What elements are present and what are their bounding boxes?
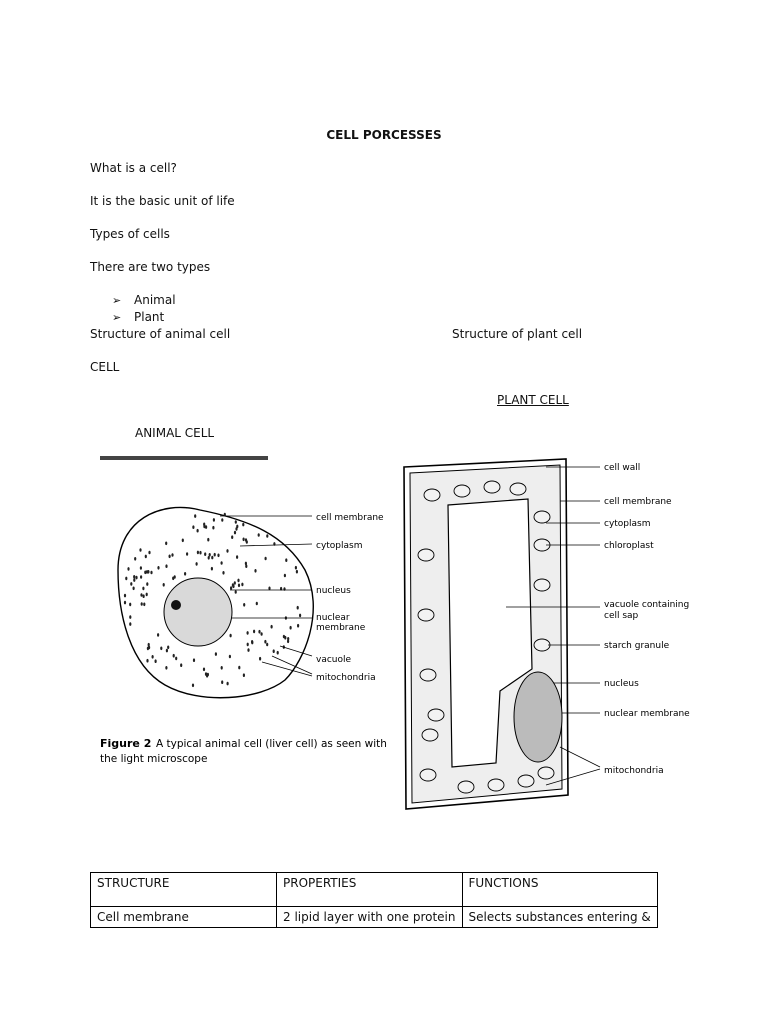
cytoplasm-dot bbox=[169, 555, 171, 559]
table-header-cell: FUNCTIONS bbox=[462, 873, 657, 907]
cytoplasm-dot bbox=[229, 655, 231, 659]
types-heading: Types of cells bbox=[90, 227, 170, 241]
cytoplasm-dot bbox=[163, 583, 165, 587]
cytoplasm-dot bbox=[214, 553, 216, 557]
cytoplasm-dot bbox=[221, 666, 223, 670]
table-row bbox=[91, 907, 658, 928]
cytoplasm-dot bbox=[207, 673, 209, 677]
chloroplast-shape bbox=[420, 769, 436, 781]
cytoplasm-dot bbox=[217, 554, 219, 558]
types-intro: There are two types bbox=[90, 260, 211, 274]
cytoplasm-dot bbox=[192, 525, 194, 529]
cytoplasm-dot bbox=[265, 557, 267, 561]
cytoplasm-dot bbox=[296, 570, 298, 574]
cytoplasm-dot bbox=[243, 538, 245, 542]
label-vacuole-containing: vacuole containing bbox=[604, 600, 690, 610]
list-item-animal: ➢ Animal bbox=[112, 293, 176, 307]
cytoplasm-dot bbox=[133, 587, 135, 591]
cytoplasm-dot bbox=[157, 566, 159, 570]
cytoplasm-dot bbox=[147, 570, 149, 574]
cytoplasm-dot bbox=[146, 582, 148, 586]
cytoplasm-dot bbox=[148, 551, 150, 555]
list-item-plant: ➢ Plant bbox=[112, 310, 165, 324]
cytoplasm-dot bbox=[221, 680, 223, 684]
cytoplasm-dot bbox=[196, 562, 198, 566]
figure-caption-line1: A typical animal cell (liver cell) as seen with bbox=[156, 738, 387, 750]
cytoplasm-dot bbox=[230, 634, 232, 638]
cytoplasm-dot bbox=[171, 553, 173, 557]
label-cytoplasm: cytoplasm bbox=[604, 519, 651, 529]
cytoplasm-dot bbox=[167, 646, 169, 650]
cytoplasm-dot bbox=[238, 666, 240, 670]
cytoplasm-dot bbox=[230, 586, 232, 590]
cytoplasm-dot bbox=[232, 583, 234, 587]
cytoplasm-dot bbox=[142, 587, 144, 591]
cytoplasm-dot bbox=[144, 571, 146, 575]
cytoplasm-dot bbox=[284, 574, 286, 578]
cytoplasm-dot bbox=[234, 531, 236, 535]
cytoplasm-dot bbox=[130, 582, 132, 586]
cytoplasm-dot bbox=[207, 538, 209, 542]
plant-nucleus-shape bbox=[514, 672, 562, 762]
nucleus-shape bbox=[164, 578, 232, 646]
cytoplasm-dot bbox=[145, 555, 147, 559]
cytoplasm-dot bbox=[140, 575, 142, 579]
chloroplast-shape bbox=[534, 639, 550, 651]
cytoplasm-dot bbox=[238, 584, 240, 588]
chloroplast-shape bbox=[422, 729, 438, 741]
label-chloroplast: chloroplast bbox=[604, 541, 654, 551]
label-cell-membrane: cell membrane bbox=[316, 513, 384, 523]
diagram-rule bbox=[100, 456, 268, 460]
cytoplasm-dot bbox=[297, 606, 299, 610]
cytoplasm-dot bbox=[236, 555, 238, 559]
cytoplasm-dot bbox=[273, 649, 275, 653]
chloroplast-shape bbox=[510, 483, 526, 495]
cytoplasm-dot bbox=[194, 514, 196, 518]
label-mitochondria: mitochondria bbox=[316, 673, 376, 683]
cytoplasm-dot bbox=[146, 593, 148, 597]
label-cell-wall: cell wall bbox=[604, 463, 641, 473]
chloroplast-shape bbox=[454, 485, 470, 497]
cytoplasm-dot bbox=[253, 630, 255, 634]
cytoplasm-dot bbox=[243, 673, 245, 677]
chloroplast-shape bbox=[488, 779, 504, 791]
chloroplast-shape bbox=[418, 609, 434, 621]
cytoplasm-dot bbox=[234, 581, 236, 585]
cytoplasm-dot bbox=[203, 525, 205, 529]
cytoplasm-dot bbox=[160, 647, 162, 651]
cytoplasm-dot bbox=[235, 590, 237, 594]
chloroplast-shape bbox=[538, 767, 554, 779]
figure-caption-line2: the light microscope bbox=[100, 753, 208, 765]
animal-cell-heading: ANIMAL CELL bbox=[135, 426, 215, 440]
cytoplasm-dot bbox=[247, 631, 249, 635]
cytoplasm-dot bbox=[251, 640, 253, 644]
cytoplasm-dot bbox=[231, 535, 233, 539]
cytoplasm-dot bbox=[295, 566, 297, 570]
cytoplasm-dot bbox=[266, 534, 268, 538]
cytoplasm-dot bbox=[129, 615, 131, 619]
cytoplasm-dot bbox=[125, 577, 127, 581]
cytoplasm-dot bbox=[148, 643, 150, 647]
chloroplast-shape bbox=[484, 481, 500, 493]
cytoplasm-dot bbox=[124, 594, 126, 598]
cytoplasm-dot bbox=[180, 663, 182, 667]
cytoplasm-dot bbox=[186, 552, 188, 556]
cytoplasm-dot bbox=[124, 601, 126, 605]
chloroplast-shape bbox=[534, 579, 550, 591]
cytoplasm-dot bbox=[143, 594, 145, 598]
cytoplasm-dot bbox=[247, 648, 249, 652]
question-what-is-cell: What is a cell? bbox=[90, 161, 177, 175]
label-nuclear: nuclear bbox=[316, 613, 350, 623]
cytoplasm-dot bbox=[211, 556, 213, 560]
cytoplasm-dot bbox=[197, 529, 199, 533]
table-header-cell: STRUCTURE bbox=[91, 873, 277, 907]
label-mitochondria: mitochondria bbox=[604, 766, 664, 776]
cytoplasm-dot bbox=[175, 657, 177, 661]
cell-label: CELL bbox=[90, 360, 120, 374]
cytoplasm-dot bbox=[139, 548, 141, 552]
label-cell-membrane: cell membrane bbox=[604, 497, 672, 507]
cytoplasm-dot bbox=[133, 578, 135, 582]
animal-structure-heading: Structure of animal cell bbox=[90, 327, 231, 341]
cytoplasm-dot bbox=[140, 593, 142, 597]
label-vacuole: vacuole bbox=[316, 655, 352, 665]
cytoplasm-dot bbox=[259, 657, 261, 661]
cytoplasm-dot bbox=[264, 640, 266, 644]
cytoplasm-dot bbox=[235, 527, 237, 531]
cytoplasm-dot bbox=[140, 566, 142, 570]
structure-table bbox=[90, 872, 658, 928]
cytoplasm-dot bbox=[258, 630, 260, 634]
cytoplasm-dot bbox=[155, 659, 157, 663]
cytoplasm-dot bbox=[173, 654, 175, 658]
label-starch-granule: starch granule bbox=[604, 641, 670, 651]
cytoplasm-dot bbox=[152, 655, 154, 659]
cytoplasm-dot bbox=[297, 624, 299, 628]
cytoplasm-dot bbox=[285, 558, 287, 562]
cytoplasm-dot bbox=[258, 533, 260, 537]
cytoplasm-dot bbox=[215, 652, 217, 656]
cytoplasm-dot bbox=[182, 539, 184, 543]
cytoplasm-dot bbox=[241, 583, 243, 587]
cytoplasm-dot bbox=[268, 587, 270, 591]
cytoplasm-dot bbox=[254, 569, 256, 573]
cytoplasm-dot bbox=[221, 518, 223, 522]
cytoplasm-dot bbox=[150, 571, 152, 575]
cytoplasm-dot bbox=[287, 640, 289, 644]
arrow-bullet-icon: ➢ bbox=[112, 294, 122, 307]
cytoplasm-dot bbox=[235, 520, 237, 524]
cytoplasm-dot bbox=[211, 567, 213, 571]
label-nucleus: nucleus bbox=[316, 586, 351, 596]
answer-basic-unit: It is the basic unit of life bbox=[90, 194, 235, 208]
cytoplasm-dot bbox=[212, 526, 214, 530]
cytoplasm-dot bbox=[134, 557, 136, 561]
cytoplasm-dot bbox=[129, 603, 131, 607]
cytoplasm-dot bbox=[247, 643, 249, 647]
cytoplasm-dot bbox=[184, 572, 186, 576]
cytoplasm-dot bbox=[213, 518, 215, 522]
arrow-bullet-icon: ➢ bbox=[112, 311, 122, 324]
figure-caption-bold: Figure 2 bbox=[100, 737, 152, 750]
cytoplasm-dot bbox=[271, 625, 273, 629]
plant-cell-diagram bbox=[396, 455, 716, 825]
table-header-row bbox=[91, 873, 658, 907]
cytoplasm-dot bbox=[290, 626, 292, 630]
plant-cell-heading: PLANT CELL bbox=[497, 393, 569, 407]
label-nucleus: nucleus bbox=[604, 679, 639, 689]
chloroplast-shape bbox=[458, 781, 474, 793]
cytoplasm-dot bbox=[205, 672, 207, 676]
cytoplasm-dot bbox=[246, 540, 248, 544]
document-title: CELL PORCESSES bbox=[326, 128, 442, 142]
table-cell: Cell membrane bbox=[91, 907, 277, 928]
cytoplasm-dot bbox=[266, 643, 268, 647]
cytoplasm-dot bbox=[199, 551, 201, 555]
chloroplast-shape bbox=[534, 511, 550, 523]
cytoplasm-dot bbox=[165, 542, 167, 546]
cytoplasm-dot bbox=[261, 632, 263, 636]
cytoplasm-dot bbox=[166, 649, 168, 653]
cytoplasm-dot bbox=[245, 564, 247, 568]
cytoplasm-dot bbox=[127, 567, 129, 571]
cytoplasm-dot bbox=[157, 633, 159, 637]
table-cell: Selects substances entering & bbox=[462, 907, 657, 928]
cytoplasm-dot bbox=[204, 552, 206, 556]
label-membrane: membrane bbox=[316, 623, 366, 633]
table-header-cell: PROPERTIES bbox=[277, 873, 463, 907]
cytoplasm-dot bbox=[242, 523, 244, 527]
table-cell: 2 lipid layer with one protein bbox=[277, 907, 463, 928]
label-cell-sap: cell sap bbox=[604, 611, 639, 621]
cytoplasm-dot bbox=[197, 551, 199, 555]
label-cytoplasm: cytoplasm bbox=[316, 541, 363, 551]
cytoplasm-dot bbox=[237, 579, 239, 583]
cytoplasm-dot bbox=[133, 575, 135, 579]
cytoplasm-dot bbox=[193, 658, 195, 662]
cytoplasm-dot bbox=[174, 575, 176, 579]
cytoplasm-dot bbox=[165, 564, 167, 568]
cytoplasm-dot bbox=[221, 561, 223, 565]
cytoplasm-dot bbox=[208, 556, 210, 560]
cytoplasm-dot bbox=[143, 603, 145, 607]
cytoplasm-dot bbox=[243, 603, 245, 607]
cytoplasm-dot bbox=[283, 635, 285, 639]
cytoplasm-dot bbox=[141, 602, 143, 606]
cytoplasm-dot bbox=[165, 666, 167, 670]
cytoplasm-dot bbox=[256, 602, 258, 606]
cytoplasm-dot bbox=[135, 576, 137, 580]
chloroplast-shape bbox=[418, 549, 434, 561]
chloroplast-shape bbox=[424, 489, 440, 501]
plant-structure-heading: Structure of plant cell bbox=[452, 327, 583, 341]
cytoplasm-dot bbox=[203, 668, 205, 672]
cytoplasm-dot bbox=[192, 684, 194, 688]
cytoplasm-dot bbox=[227, 682, 229, 686]
cytoplasm-dot bbox=[299, 614, 301, 618]
chloroplast-shape bbox=[518, 775, 534, 787]
cytoplasm-dot bbox=[146, 659, 148, 663]
animal-cell-diagram bbox=[90, 450, 390, 830]
cytoplasm-dot bbox=[222, 571, 224, 575]
cytoplasm-dot bbox=[129, 622, 131, 626]
label-nuclear-membrane: nuclear membrane bbox=[604, 709, 690, 719]
nucleolus-shape bbox=[171, 600, 181, 610]
chloroplast-shape bbox=[420, 669, 436, 681]
cytoplasm-dot bbox=[226, 549, 228, 553]
cytoplasm-dot bbox=[277, 651, 279, 655]
chloroplast-shape bbox=[428, 709, 444, 721]
